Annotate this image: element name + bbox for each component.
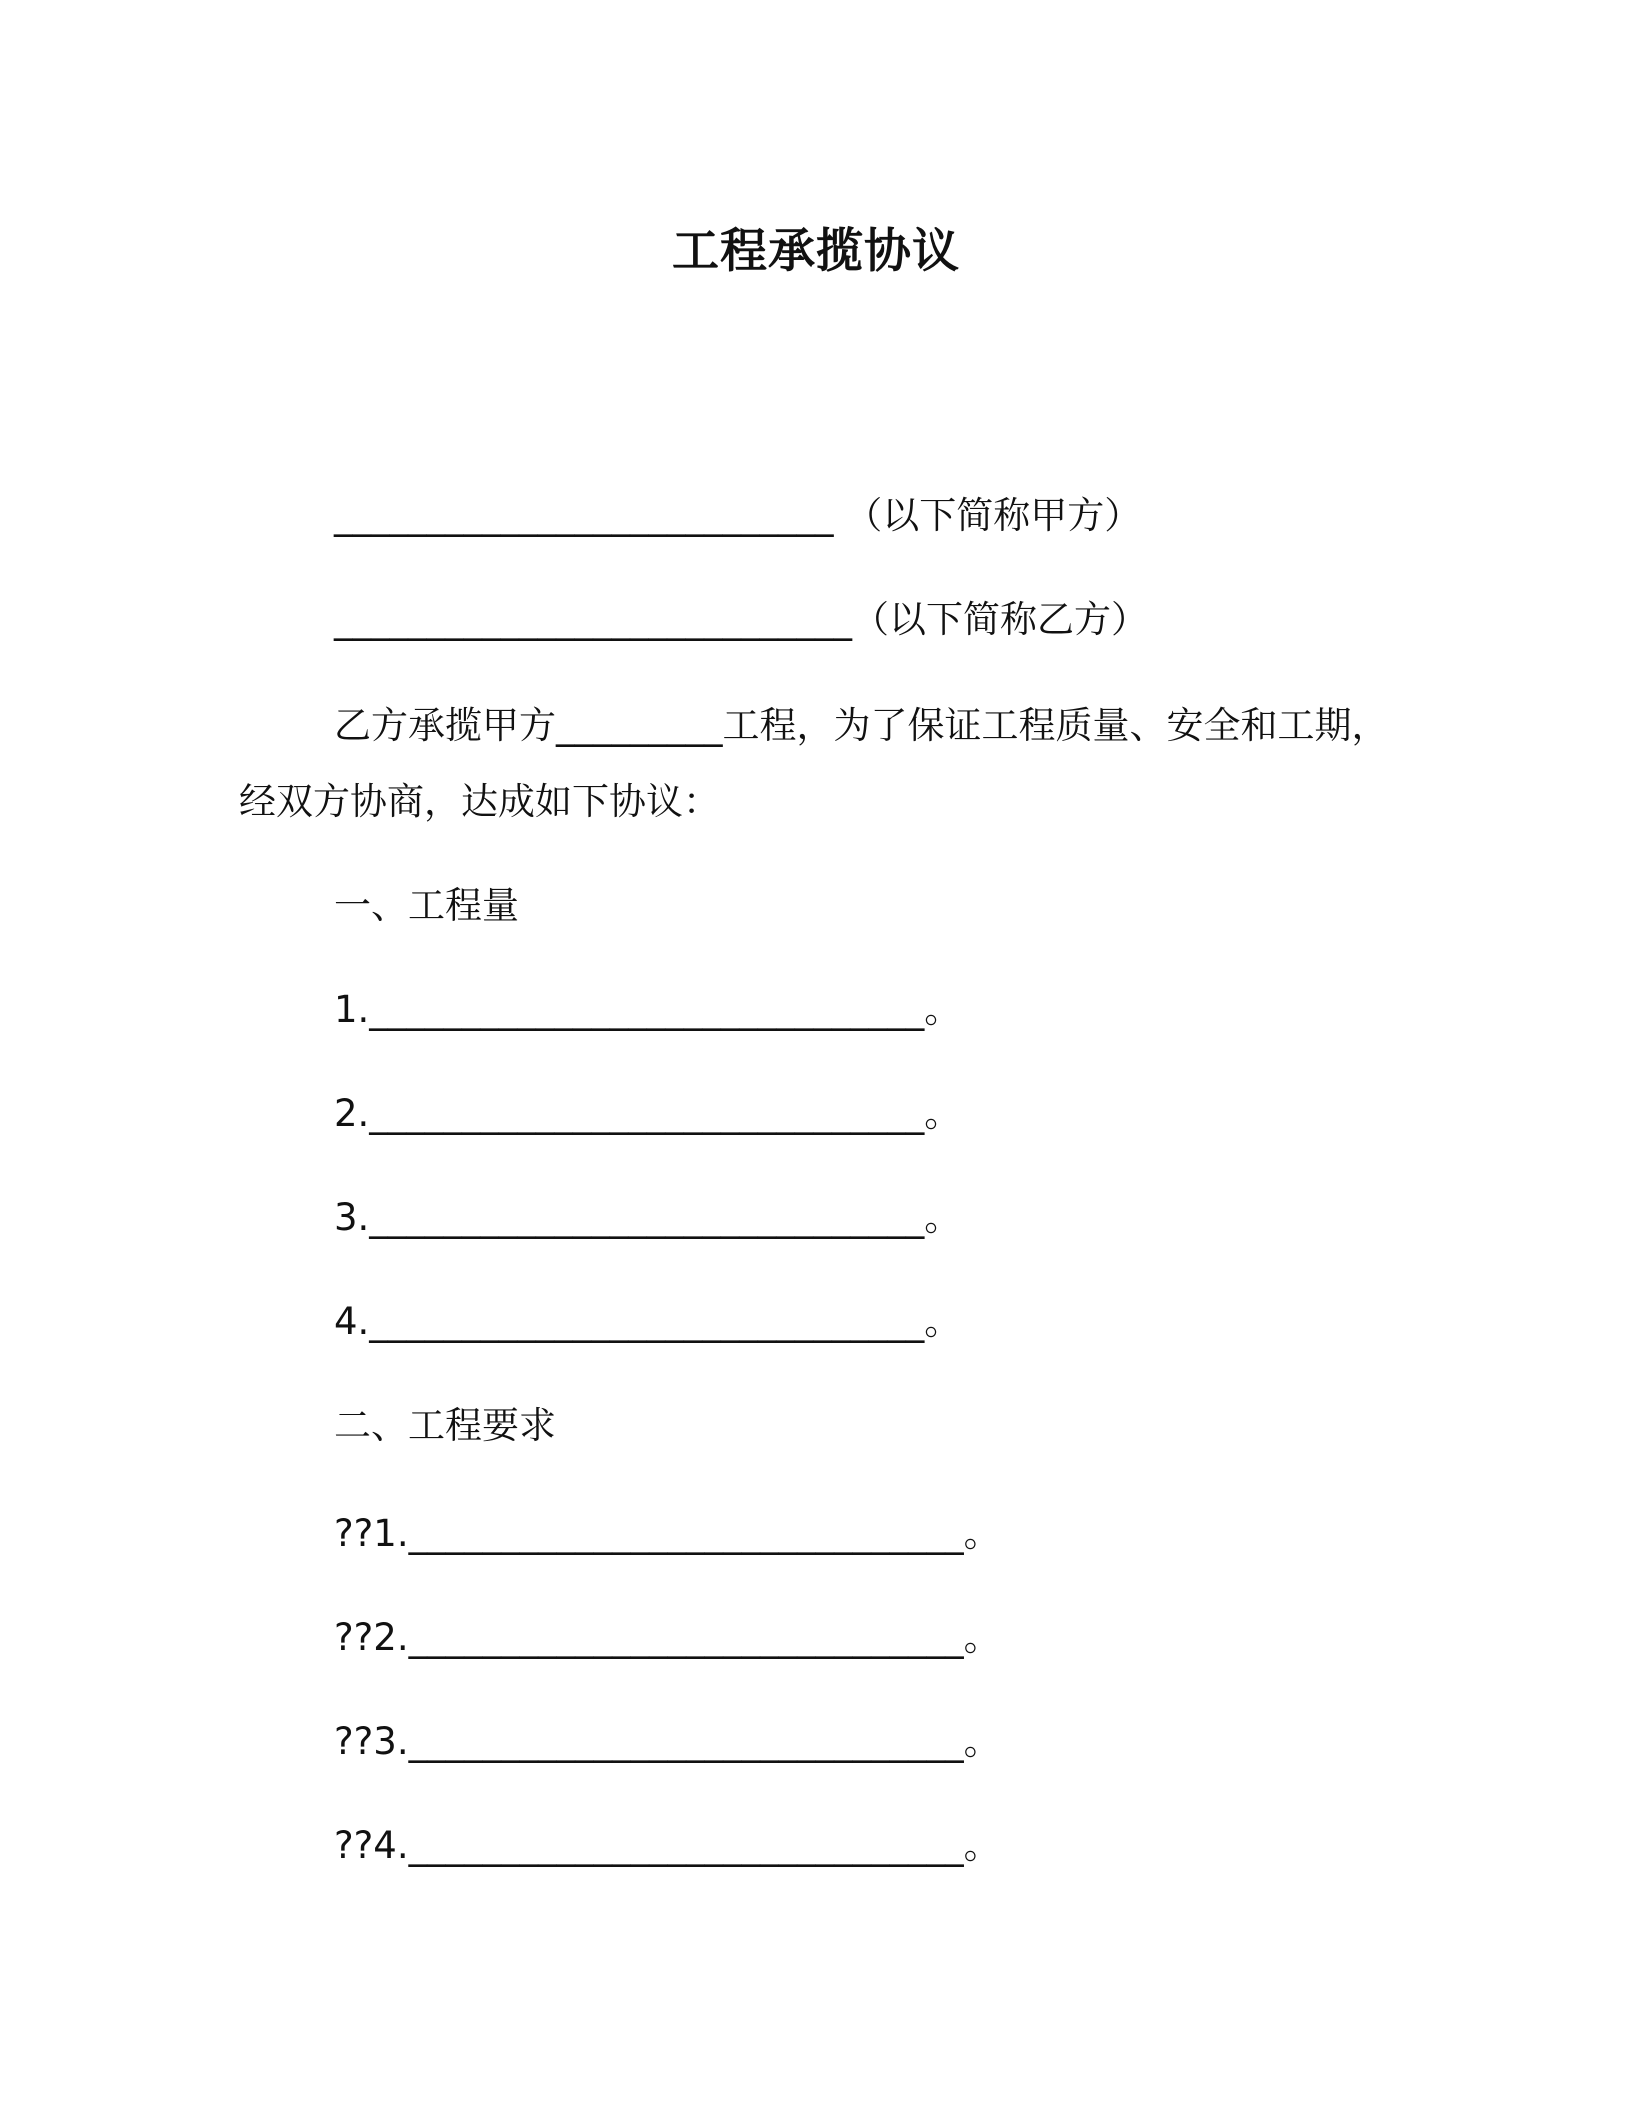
- party-b-line: ____________________________（以下简称乙方）: [334, 598, 1148, 641]
- list-item: 1.______________________________。: [334, 988, 962, 1031]
- intro-paragraph-line-1: 乙方承揽甲方_________工程，为了保证工程质量、安全和工期，: [334, 704, 1389, 747]
- list-item: ??1.______________________________。: [334, 1512, 1001, 1555]
- document-title: 工程承揽协议: [672, 224, 960, 279]
- section-heading-quantity: 一、工程量: [334, 884, 519, 927]
- intro-paragraph-line-2: 经双方协商，达成如下协议：: [239, 780, 720, 823]
- list-item: ??4.______________________________。: [334, 1824, 1001, 1867]
- list-item: ??3.______________________________。: [334, 1720, 1001, 1763]
- section-heading-requirements: 二、工程要求: [334, 1404, 556, 1447]
- list-item: 2.______________________________。: [334, 1092, 962, 1135]
- party-a-line: ___________________________ （以下简称甲方）: [334, 494, 1142, 537]
- list-item: 3.______________________________。: [334, 1196, 962, 1239]
- list-item: ??2.______________________________。: [334, 1616, 1001, 1659]
- list-item: 4.______________________________。: [334, 1300, 962, 1343]
